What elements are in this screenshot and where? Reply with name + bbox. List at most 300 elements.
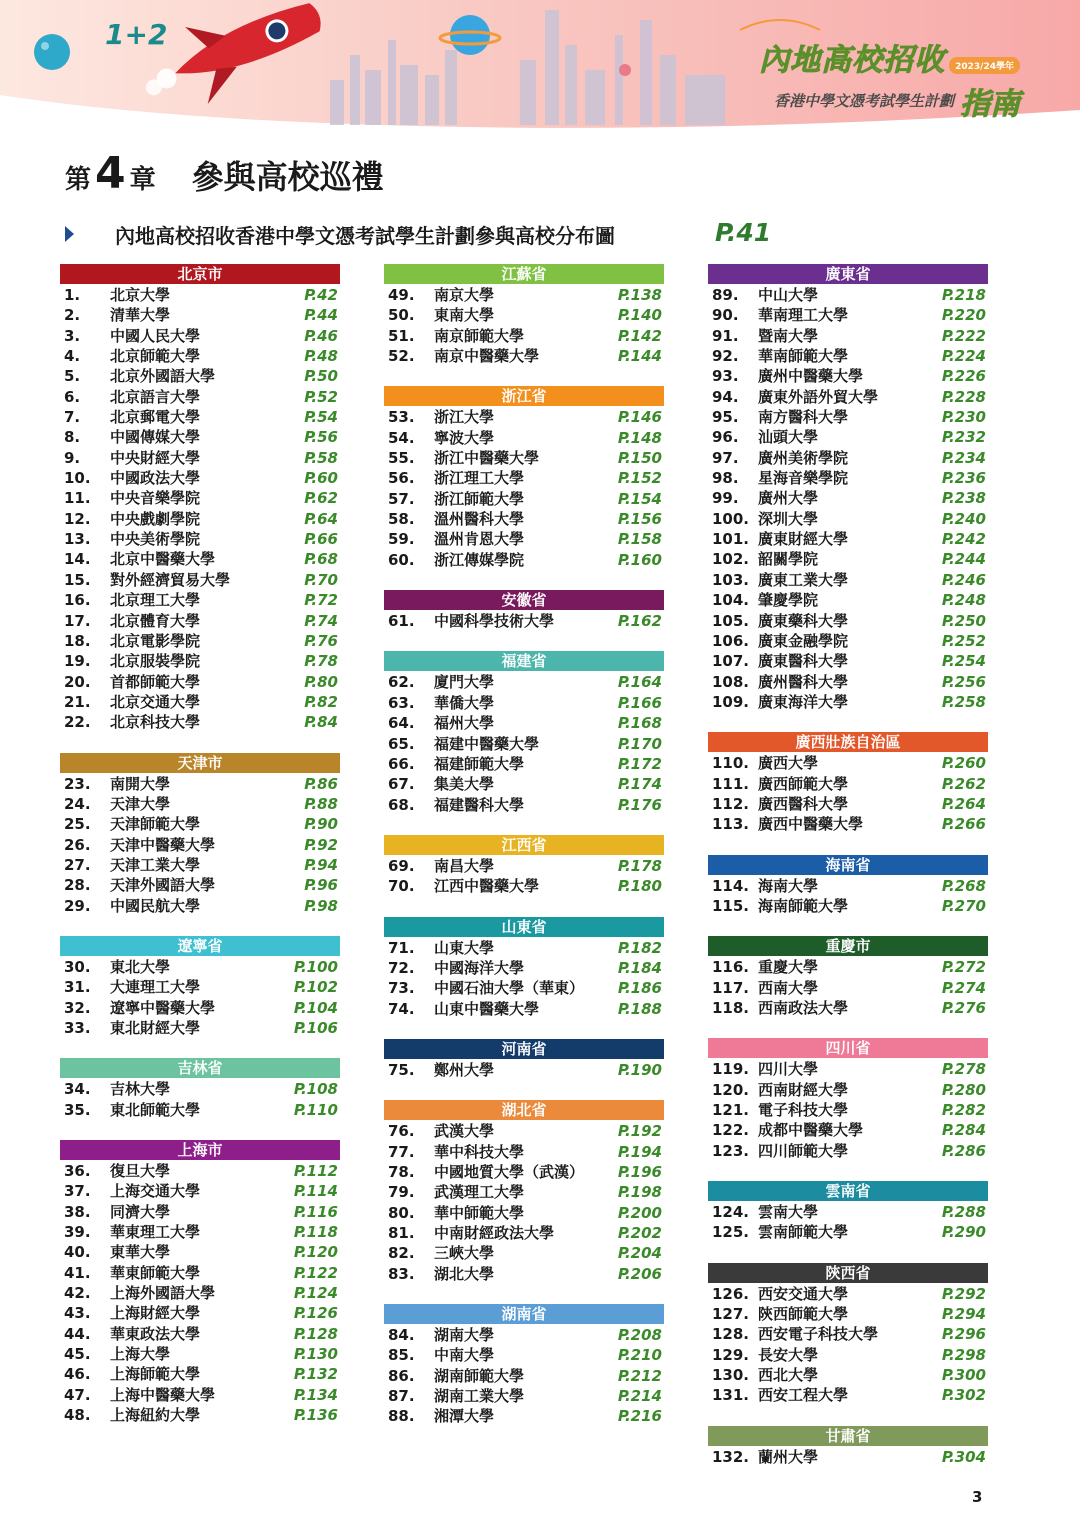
page-reference-link[interactable]: P.74 bbox=[304, 611, 338, 630]
subtitle-page-ref[interactable]: P.41 bbox=[715, 218, 772, 247]
list-item[interactable] bbox=[60, 692, 340, 712]
page-reference-link[interactable]: P.122 bbox=[293, 1263, 338, 1282]
page-reference-link[interactable]: P.304 bbox=[941, 1447, 986, 1466]
page-reference-link[interactable]: P.68 bbox=[304, 550, 338, 569]
list-item[interactable] bbox=[60, 774, 340, 794]
page-reference-link[interactable]: P.302 bbox=[941, 1386, 986, 1405]
list-item[interactable] bbox=[60, 1100, 340, 1120]
page-reference-link[interactable]: P.290 bbox=[941, 1223, 986, 1242]
list-item[interactable] bbox=[708, 590, 988, 610]
list-item[interactable] bbox=[60, 1161, 340, 1181]
page-reference-link[interactable]: P.90 bbox=[304, 815, 338, 834]
list-item[interactable] bbox=[384, 693, 664, 713]
list-item[interactable] bbox=[60, 285, 340, 305]
list-item[interactable] bbox=[708, 468, 988, 488]
list-item[interactable] bbox=[708, 998, 988, 1018]
page-reference-link[interactable]: P.266 bbox=[941, 815, 986, 834]
list-item[interactable] bbox=[708, 1304, 988, 1324]
list-item[interactable] bbox=[60, 1222, 340, 1242]
university-name: 西南政法大學 bbox=[758, 998, 849, 1017]
item-number: 84. bbox=[388, 1326, 415, 1345]
item-number: 30. bbox=[64, 957, 91, 976]
university-name: 上海交通大學 bbox=[110, 1182, 201, 1201]
page-reference-link[interactable]: P.208 bbox=[617, 1326, 662, 1345]
list-item[interactable] bbox=[384, 713, 664, 733]
list-item[interactable] bbox=[60, 387, 340, 407]
list-item[interactable] bbox=[708, 1141, 988, 1161]
page-reference-link[interactable]: P.206 bbox=[617, 1264, 662, 1283]
item-number: 60. bbox=[388, 550, 415, 569]
list-item[interactable] bbox=[60, 488, 340, 508]
page-reference-link[interactable]: P.98 bbox=[304, 896, 338, 915]
list-item[interactable] bbox=[60, 712, 340, 732]
page-reference-link[interactable]: P.268 bbox=[941, 876, 986, 895]
region-section bbox=[60, 936, 340, 1038]
list-item[interactable] bbox=[60, 998, 340, 1018]
item-number: 129. bbox=[712, 1345, 750, 1364]
list-item[interactable] bbox=[60, 448, 340, 468]
page-reference-link[interactable]: P.270 bbox=[941, 896, 986, 915]
list-item[interactable] bbox=[708, 794, 988, 814]
university-name: 廣東金融學院 bbox=[758, 631, 849, 650]
university-name: 廣西醫科大學 bbox=[758, 794, 849, 813]
page-reference-link[interactable]: P.210 bbox=[617, 1346, 662, 1365]
list-item[interactable] bbox=[384, 1060, 664, 1080]
list-item[interactable] bbox=[384, 448, 664, 468]
page-reference-link[interactable]: P.66 bbox=[304, 530, 338, 549]
page-reference-link[interactable]: P.124 bbox=[293, 1284, 338, 1303]
list-item[interactable] bbox=[60, 1344, 340, 1364]
list-item[interactable] bbox=[708, 1100, 988, 1120]
page-reference-link[interactable]: P.190 bbox=[617, 1060, 662, 1079]
list-item[interactable] bbox=[384, 305, 664, 325]
page-reference-link[interactable]: P.298 bbox=[941, 1345, 986, 1364]
page-reference-link[interactable]: P.46 bbox=[304, 326, 338, 345]
list-item[interactable] bbox=[60, 1324, 340, 1344]
page-reference-link[interactable]: P.170 bbox=[617, 734, 662, 753]
page-reference-link[interactable]: P.228 bbox=[941, 387, 986, 406]
page-reference-link[interactable]: P.84 bbox=[304, 713, 338, 732]
page-reference-link[interactable]: P.204 bbox=[617, 1244, 662, 1263]
list-item[interactable] bbox=[60, 835, 340, 855]
list-item[interactable] bbox=[708, 1447, 988, 1467]
item-number: 35. bbox=[64, 1100, 91, 1119]
list-item[interactable] bbox=[708, 1202, 988, 1222]
page-reference-link[interactable]: P.96 bbox=[304, 876, 338, 895]
list-item[interactable] bbox=[384, 958, 664, 978]
list-item[interactable] bbox=[708, 1222, 988, 1242]
chapter-title bbox=[65, 148, 384, 199]
list-item[interactable] bbox=[384, 1366, 664, 1386]
list-item[interactable] bbox=[384, 978, 664, 998]
item-number: 25. bbox=[64, 815, 91, 834]
page-reference-link[interactable]: P.158 bbox=[617, 530, 662, 549]
page-reference-link[interactable]: P.240 bbox=[941, 509, 986, 528]
list-item[interactable] bbox=[708, 427, 988, 447]
list-item[interactable] bbox=[708, 692, 988, 712]
page-reference-link[interactable]: P.180 bbox=[617, 877, 662, 896]
list-item[interactable] bbox=[60, 794, 340, 814]
page-reference-link[interactable]: P.136 bbox=[293, 1406, 338, 1425]
page-reference-link[interactable]: P.214 bbox=[617, 1387, 662, 1406]
page-reference-link[interactable]: P.276 bbox=[941, 998, 986, 1017]
page-reference-link[interactable]: P.144 bbox=[617, 347, 662, 366]
list-item[interactable] bbox=[708, 1120, 988, 1140]
list-item[interactable] bbox=[384, 1325, 664, 1345]
list-item[interactable] bbox=[60, 407, 340, 427]
page-reference-link[interactable]: P.44 bbox=[304, 306, 338, 325]
page-reference-link[interactable]: P.132 bbox=[293, 1365, 338, 1384]
list-item[interactable] bbox=[708, 876, 988, 896]
page-reference-link[interactable]: P.120 bbox=[293, 1243, 338, 1262]
page-reference-link[interactable]: P.50 bbox=[304, 367, 338, 386]
page-reference-link[interactable]: P.242 bbox=[941, 530, 986, 549]
page-reference-link[interactable]: P.126 bbox=[293, 1304, 338, 1323]
list-item[interactable] bbox=[708, 957, 988, 977]
page-reference-link[interactable]: P.278 bbox=[941, 1060, 986, 1079]
page-reference-link[interactable]: P.238 bbox=[941, 489, 986, 508]
page-reference-link[interactable]: P.54 bbox=[304, 408, 338, 427]
item-number: 44. bbox=[64, 1324, 91, 1343]
page-reference-link[interactable]: P.234 bbox=[941, 448, 986, 467]
university-name: 中南大學 bbox=[434, 1346, 495, 1365]
list-item[interactable] bbox=[708, 346, 988, 366]
university-name: 中國石油大學（華東） bbox=[434, 979, 585, 998]
page-reference-link[interactable]: P.92 bbox=[304, 835, 338, 854]
list-item[interactable] bbox=[384, 1182, 664, 1202]
region-header: 湖北省 bbox=[384, 1100, 664, 1120]
item-number: 117. bbox=[712, 978, 750, 997]
list-item[interactable] bbox=[60, 896, 340, 916]
page-reference-link[interactable]: P.250 bbox=[941, 611, 986, 630]
page-reference-link[interactable]: P.168 bbox=[617, 714, 662, 733]
list-item[interactable] bbox=[708, 896, 988, 916]
list-item[interactable] bbox=[60, 977, 340, 997]
list-item[interactable] bbox=[60, 631, 340, 651]
list-item[interactable] bbox=[60, 305, 340, 325]
page-reference-link[interactable]: P.220 bbox=[941, 306, 986, 325]
section-subtitle bbox=[65, 220, 1025, 250]
list-item[interactable] bbox=[60, 590, 340, 610]
page-reference-link[interactable]: P.300 bbox=[941, 1366, 986, 1385]
list-item[interactable] bbox=[708, 1324, 988, 1344]
list-item[interactable] bbox=[384, 1142, 664, 1162]
list-item[interactable] bbox=[384, 1121, 664, 1141]
university-name: 對外經濟貿易大學 bbox=[110, 570, 231, 589]
list-item[interactable] bbox=[384, 774, 664, 794]
page-reference-link[interactable]: P.42 bbox=[304, 286, 338, 304]
page-reference-link[interactable]: P.194 bbox=[617, 1142, 662, 1161]
list-item[interactable] bbox=[384, 468, 664, 488]
page-reference-link[interactable]: P.48 bbox=[304, 347, 338, 366]
chapter-suffix: 章 bbox=[129, 165, 156, 195]
page-reference-link[interactable]: P.100 bbox=[293, 957, 338, 976]
page-reference-link[interactable]: P.128 bbox=[293, 1324, 338, 1343]
page-reference-link[interactable]: P.184 bbox=[617, 958, 662, 977]
page-reference-link[interactable]: P.130 bbox=[293, 1345, 338, 1364]
list-item[interactable] bbox=[384, 795, 664, 815]
list-item[interactable] bbox=[60, 855, 340, 875]
page-reference-link[interactable]: P.70 bbox=[304, 570, 338, 589]
list-item[interactable] bbox=[384, 407, 664, 427]
list-item[interactable] bbox=[708, 1385, 988, 1405]
page-reference-link[interactable]: P.178 bbox=[617, 856, 662, 875]
list-item[interactable] bbox=[384, 1406, 664, 1426]
list-item[interactable] bbox=[60, 875, 340, 895]
page-reference-link[interactable]: P.142 bbox=[617, 326, 662, 345]
page-reference-link[interactable]: P.164 bbox=[617, 673, 662, 692]
list-item[interactable] bbox=[384, 1386, 664, 1406]
page-reference-link[interactable]: P.222 bbox=[941, 326, 986, 345]
list-item[interactable] bbox=[60, 1263, 340, 1283]
page-reference-link[interactable]: P.244 bbox=[941, 550, 986, 569]
list-item[interactable] bbox=[60, 1202, 340, 1222]
list-item[interactable] bbox=[384, 509, 664, 529]
page-reference-link[interactable]: P.138 bbox=[617, 286, 662, 304]
page-reference-link[interactable]: P.212 bbox=[617, 1366, 662, 1385]
list-item[interactable] bbox=[708, 549, 988, 569]
page-reference-link[interactable]: P.272 bbox=[941, 958, 986, 977]
list-item[interactable] bbox=[384, 999, 664, 1019]
page-reference-link[interactable]: P.162 bbox=[617, 612, 662, 631]
list-item[interactable] bbox=[384, 856, 664, 876]
page-reference-link[interactable]: P.88 bbox=[304, 794, 338, 813]
list-item[interactable] bbox=[60, 427, 340, 447]
list-item[interactable] bbox=[708, 1080, 988, 1100]
list-item[interactable] bbox=[384, 611, 664, 631]
university-name: 東南大學 bbox=[434, 306, 495, 325]
list-item[interactable] bbox=[60, 529, 340, 549]
list-item[interactable] bbox=[708, 407, 988, 427]
list-item[interactable] bbox=[708, 814, 988, 834]
page-reference-link[interactable]: P.106 bbox=[293, 1019, 338, 1037]
list-item[interactable] bbox=[384, 754, 664, 774]
page-reference-link[interactable]: P.160 bbox=[617, 550, 662, 569]
page-title: 參與高校巡禮 bbox=[191, 158, 384, 196]
list-item[interactable] bbox=[60, 1385, 340, 1405]
page-reference-link[interactable]: P.196 bbox=[617, 1162, 662, 1181]
page-reference-link[interactable]: P.114 bbox=[293, 1182, 338, 1201]
page-reference-link[interactable]: P.166 bbox=[617, 693, 662, 712]
page-reference-link[interactable]: P.226 bbox=[941, 367, 986, 386]
list-item[interactable] bbox=[708, 285, 988, 305]
university-name: 上海外國語大學 bbox=[110, 1284, 216, 1303]
list-item[interactable] bbox=[60, 1079, 340, 1099]
page-reference-link[interactable]: P.274 bbox=[941, 978, 986, 997]
list-item[interactable] bbox=[384, 489, 664, 509]
list-item[interactable] bbox=[708, 1059, 988, 1079]
item-number: 59. bbox=[388, 530, 415, 549]
university-name: 蘭州大學 bbox=[758, 1447, 819, 1466]
page-reference-link[interactable]: P.254 bbox=[941, 652, 986, 671]
page-reference-link[interactable]: P.82 bbox=[304, 692, 338, 711]
item-number: 114. bbox=[712, 876, 750, 895]
page-reference-link[interactable]: P.76 bbox=[304, 631, 338, 650]
list-item[interactable] bbox=[384, 876, 664, 896]
page-reference-link[interactable]: P.198 bbox=[617, 1183, 662, 1202]
page-reference-link[interactable]: P.110 bbox=[293, 1100, 338, 1119]
page-reference-link[interactable]: P.146 bbox=[617, 408, 662, 427]
list-item[interactable] bbox=[708, 326, 988, 346]
list-item[interactable] bbox=[384, 285, 664, 305]
list-item[interactable] bbox=[60, 1283, 340, 1303]
page-reference-link[interactable]: P.80 bbox=[304, 672, 338, 691]
page-reference-link[interactable]: P.282 bbox=[941, 1101, 986, 1119]
page-reference-link[interactable]: P.62 bbox=[304, 489, 338, 508]
region-header: 浙江省 bbox=[384, 386, 664, 406]
page-reference-link[interactable]: P.140 bbox=[617, 306, 662, 325]
page-reference-link[interactable]: P.188 bbox=[617, 999, 662, 1018]
list-item[interactable] bbox=[708, 366, 988, 386]
page-reference-link[interactable]: P.186 bbox=[617, 979, 662, 998]
list-item[interactable] bbox=[60, 468, 340, 488]
list-item[interactable] bbox=[384, 1203, 664, 1223]
list-item[interactable] bbox=[708, 672, 988, 692]
page-reference-link[interactable]: P.108 bbox=[293, 1080, 338, 1099]
list-item[interactable] bbox=[708, 611, 988, 631]
page-reference-link[interactable]: P.232 bbox=[941, 428, 986, 447]
list-item[interactable] bbox=[60, 672, 340, 692]
list-item[interactable] bbox=[384, 734, 664, 754]
page-reference-link[interactable]: P.148 bbox=[617, 428, 662, 447]
page-reference-link[interactable]: P.174 bbox=[617, 775, 662, 794]
page-reference-link[interactable]: P.236 bbox=[941, 469, 986, 488]
list-item[interactable] bbox=[708, 1365, 988, 1385]
list-item[interactable] bbox=[384, 550, 664, 570]
page-reference-link[interactable]: P.116 bbox=[293, 1202, 338, 1221]
page-reference-link[interactable]: P.118 bbox=[293, 1223, 338, 1242]
page-reference-link[interactable]: P.260 bbox=[941, 754, 986, 773]
page-reference-link[interactable]: P.78 bbox=[304, 652, 338, 671]
page-reference-link[interactable]: P.172 bbox=[617, 754, 662, 773]
list-item[interactable] bbox=[60, 1242, 340, 1262]
list-item[interactable] bbox=[708, 305, 988, 325]
page-reference-link[interactable]: P.112 bbox=[293, 1162, 338, 1181]
page-reference-link[interactable]: P.218 bbox=[941, 286, 986, 304]
list-item[interactable] bbox=[708, 448, 988, 468]
list-item[interactable] bbox=[60, 1405, 340, 1425]
page-reference-link[interactable]: P.150 bbox=[617, 449, 662, 468]
page-reference-link[interactable]: P.288 bbox=[941, 1203, 986, 1222]
list-item[interactable] bbox=[60, 346, 340, 366]
page-reference-link[interactable]: P.72 bbox=[304, 591, 338, 610]
list-item[interactable] bbox=[384, 529, 664, 549]
page-reference-link[interactable]: P.264 bbox=[941, 794, 986, 813]
page-reference-link[interactable]: P.216 bbox=[617, 1407, 662, 1426]
list-item[interactable] bbox=[60, 1303, 340, 1323]
page-reference-link[interactable]: P.102 bbox=[293, 978, 338, 997]
university-name: 中央財經大學 bbox=[110, 448, 201, 467]
page-reference-link[interactable]: P.86 bbox=[304, 774, 338, 793]
list-item[interactable] bbox=[708, 774, 988, 794]
list-item[interactable] bbox=[60, 366, 340, 386]
page-reference-link[interactable]: P.246 bbox=[941, 570, 986, 589]
list-item[interactable] bbox=[60, 326, 340, 346]
list-item[interactable] bbox=[60, 570, 340, 590]
item-number: 48. bbox=[64, 1406, 91, 1425]
list-item[interactable] bbox=[708, 753, 988, 773]
page-reference-link[interactable]: P.94 bbox=[304, 855, 338, 874]
university-name: 首都師範大學 bbox=[110, 672, 201, 691]
list-item[interactable] bbox=[708, 509, 988, 529]
region-section bbox=[384, 590, 664, 631]
list-item[interactable] bbox=[708, 631, 988, 651]
list-item[interactable] bbox=[384, 1345, 664, 1365]
list-item[interactable] bbox=[708, 529, 988, 549]
page-reference-link[interactable]: P.294 bbox=[941, 1305, 986, 1324]
page-reference-link[interactable]: P.156 bbox=[617, 510, 662, 529]
page-reference-link[interactable]: P.152 bbox=[617, 469, 662, 488]
list-item[interactable] bbox=[384, 428, 664, 448]
list-item[interactable] bbox=[708, 387, 988, 407]
page-reference-link[interactable]: P.292 bbox=[941, 1284, 986, 1303]
list-item[interactable] bbox=[384, 1162, 664, 1182]
list-item[interactable] bbox=[384, 1264, 664, 1284]
page-reference-link[interactable]: P.202 bbox=[617, 1224, 662, 1242]
list-item[interactable] bbox=[708, 570, 988, 590]
item-number: 10. bbox=[64, 469, 91, 488]
page-reference-link[interactable]: P.182 bbox=[617, 938, 662, 957]
page-reference-link[interactable]: P.230 bbox=[941, 408, 986, 427]
page-reference-link[interactable]: P.64 bbox=[304, 509, 338, 528]
page-reference-link[interactable]: P.176 bbox=[617, 795, 662, 814]
page-reference-link[interactable]: P.262 bbox=[941, 774, 986, 793]
page-reference-link[interactable]: P.284 bbox=[941, 1121, 986, 1140]
page-reference-link[interactable]: P.200 bbox=[617, 1203, 662, 1222]
page-reference-link[interactable]: P.224 bbox=[941, 347, 986, 366]
page-reference-link[interactable]: P.56 bbox=[304, 428, 338, 447]
list-item[interactable] bbox=[384, 346, 664, 366]
list-item[interactable] bbox=[60, 1181, 340, 1201]
page-reference-link[interactable]: P.192 bbox=[617, 1122, 662, 1141]
list-item[interactable] bbox=[384, 938, 664, 958]
list-item[interactable] bbox=[708, 488, 988, 508]
item-number: 52. bbox=[388, 347, 415, 366]
list-item[interactable] bbox=[384, 1243, 664, 1263]
list-item[interactable] bbox=[708, 1284, 988, 1304]
list-item[interactable] bbox=[60, 1018, 340, 1038]
list-item[interactable] bbox=[60, 957, 340, 977]
page-reference-link[interactable]: P.154 bbox=[617, 489, 662, 508]
list-item[interactable] bbox=[708, 651, 988, 671]
list-item[interactable] bbox=[60, 509, 340, 529]
list-item[interactable] bbox=[708, 978, 988, 998]
list-item[interactable] bbox=[60, 1364, 340, 1384]
list-item[interactable] bbox=[384, 672, 664, 692]
page-reference-link[interactable]: P.52 bbox=[304, 387, 338, 406]
page-reference-link[interactable]: P.296 bbox=[941, 1325, 986, 1344]
page-reference-link[interactable]: P.252 bbox=[941, 631, 986, 650]
list-item[interactable] bbox=[708, 1345, 988, 1365]
page-reference-link[interactable]: P.104 bbox=[293, 998, 338, 1017]
list-item[interactable] bbox=[384, 1223, 664, 1243]
list-item[interactable] bbox=[60, 814, 340, 834]
list-item[interactable] bbox=[60, 611, 340, 631]
page-reference-link[interactable]: P.58 bbox=[304, 448, 338, 467]
page-reference-link[interactable]: P.134 bbox=[293, 1385, 338, 1404]
list-item[interactable] bbox=[60, 651, 340, 671]
page-reference-link[interactable]: P.258 bbox=[941, 692, 986, 711]
page-reference-link[interactable]: P.256 bbox=[941, 672, 986, 691]
university-name: 成都中醫藥大學 bbox=[758, 1121, 864, 1140]
page-reference-link[interactable]: P.60 bbox=[304, 469, 338, 488]
page-reference-link[interactable]: P.280 bbox=[941, 1080, 986, 1099]
list-item[interactable] bbox=[60, 549, 340, 569]
item-number: 127. bbox=[712, 1305, 750, 1324]
page-reference-link[interactable]: P.248 bbox=[941, 591, 986, 610]
list-item[interactable] bbox=[384, 326, 664, 346]
page-reference-link[interactable]: P.286 bbox=[941, 1141, 986, 1160]
